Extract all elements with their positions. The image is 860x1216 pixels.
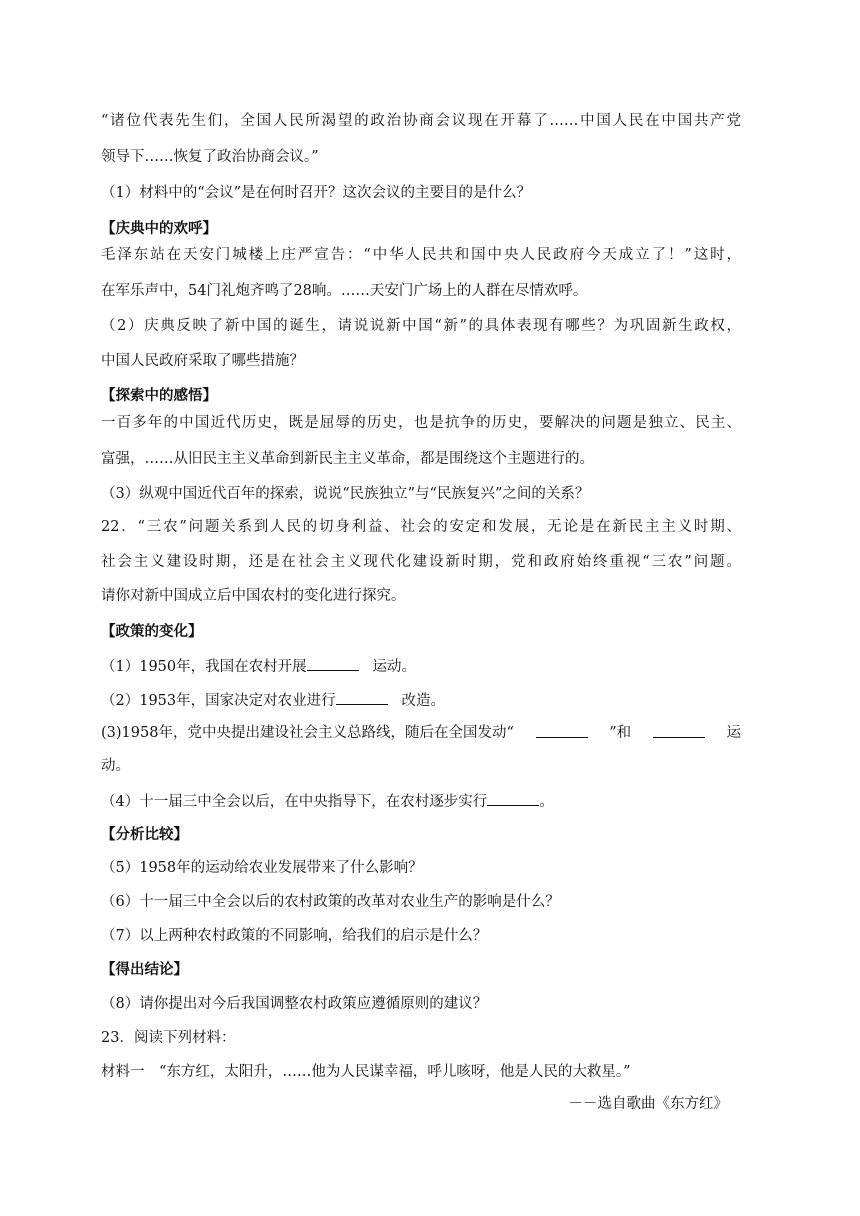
question-23-title: 23．阅读下列材料： [101,1030,236,1046]
answer-blank[interactable] [653,723,705,738]
question-21-1: （1）材料中的“会议”是在何时召开？这次会议的主要目的是什么？ [101,185,532,201]
question-22-3-tail: 运 [726,725,741,741]
question-21-3: （3）纵观中国近代百年的探索，说说“民族独立”与“民族复兴”之间的关系？ [101,486,590,502]
material-quote-line-1: “诸位代表先生们，全国人民所渴望的政治协商会议现在开幕了……中国人民在中国共产党 [101,113,741,129]
section-heading-analysis: 【分析比较】 [101,826,188,843]
section-heading-conclusion: 【得出结论】 [101,961,188,978]
answer-blank[interactable] [487,791,539,806]
question-22-8: （8）请你提出对今后我国调整农村政策应遵循原则的建议？ [101,996,488,1012]
question-22-intro-line-3: 请你对新中国成立后中国农村的变化进行探究。 [101,588,406,604]
question-22-3-line-1 [101,723,741,743]
section-heading-celebration: 【庆典中的欢呼】 [101,220,217,237]
question-22-1 [101,656,741,677]
question-22-intro-line-2: 社会主义建设时期，还是在社会主义现代化建设新时期，党和政府始终重视“三农”问题。 [101,554,741,570]
question-22-2-tail: 改造。 [401,693,445,709]
question-22-3-middle: ”和 [609,725,632,741]
celebration-text-line-1: 毛泽东站在天安门城楼上庄严宣告：“中华人民共和国中央人民政府今天成立了！”这时， [101,247,741,263]
exploration-text-line-2: 富强，……从旧民主主义革命到新民主主义革命，都是围绕这个主题进行的。 [101,451,594,467]
question-22-7: （7）以上两种农村政策的不同影响，给我们的启示是什么？ [101,928,488,944]
answer-blank[interactable] [536,723,588,738]
question-22-4 [101,791,741,812]
question-22-4-text: （4）十一届三中全会以后，在中央指导下，在农村逐步实行 [101,794,488,810]
question-22-4-tail: 。 [539,794,554,810]
celebration-text-line-2: 在军乐声中，54门礼炮齐鸣了28响。……天安门广场上的人群在尽情欢呼。 [101,283,588,299]
question-22-3-line-2: 动。 [101,758,130,774]
question-22-intro-line-1: 22．“三农”问题关系到人民的切身利益、社会的安定和发展，无论是在新民主主义时期、 [101,519,741,535]
material-quote-line-2: 领导下……恢复了政治协商会议。” [101,149,319,165]
answer-blank[interactable] [336,690,388,705]
question-22-1-tail: 运动。 [372,659,416,675]
question-23-material-1: 材料一 “东方红，太阳升，……他为人民谋幸福，呼儿咳呀，他是人民的大救星。” [101,1064,631,1080]
question-21-2-line-2: 中国人民政府采取了哪些措施？ [101,353,304,369]
question-22-2 [101,690,741,711]
section-heading-policy-change: 【政策的变化】 [101,623,203,640]
question-22-5: （5）1958年的运动给农业发展带来了什么影响？ [101,860,423,876]
question-22-2-text: （2）1953年，国家决定对农业进行 [101,693,336,709]
answer-blank[interactable] [307,656,359,671]
question-21-2-line-1: （2）庆典反映了新中国的诞生，请说说新中国“新”的具体表现有哪些？为巩固新生政权， [101,318,741,334]
exploration-text-line-1: 一百多年的中国近代历史，既是屈辱的历史，也是抗争的历史，要解决的问题是独立、民主、 [101,415,741,431]
question-22-6: （6）十一届三中全会以后的农村政策的改革对农业生产的影响是什么？ [101,894,560,910]
question-22-3-text: (3)1958年，党中央提出建设社会主义总路线，随后在全国发动“ [101,725,514,741]
question-22-1-text: （1）1950年，我国在农村开展 [101,659,307,675]
material-1-source: －－选自歌曲《东方红》 [568,1096,728,1112]
section-heading-exploration: 【探索中的感悟】 [101,387,217,404]
